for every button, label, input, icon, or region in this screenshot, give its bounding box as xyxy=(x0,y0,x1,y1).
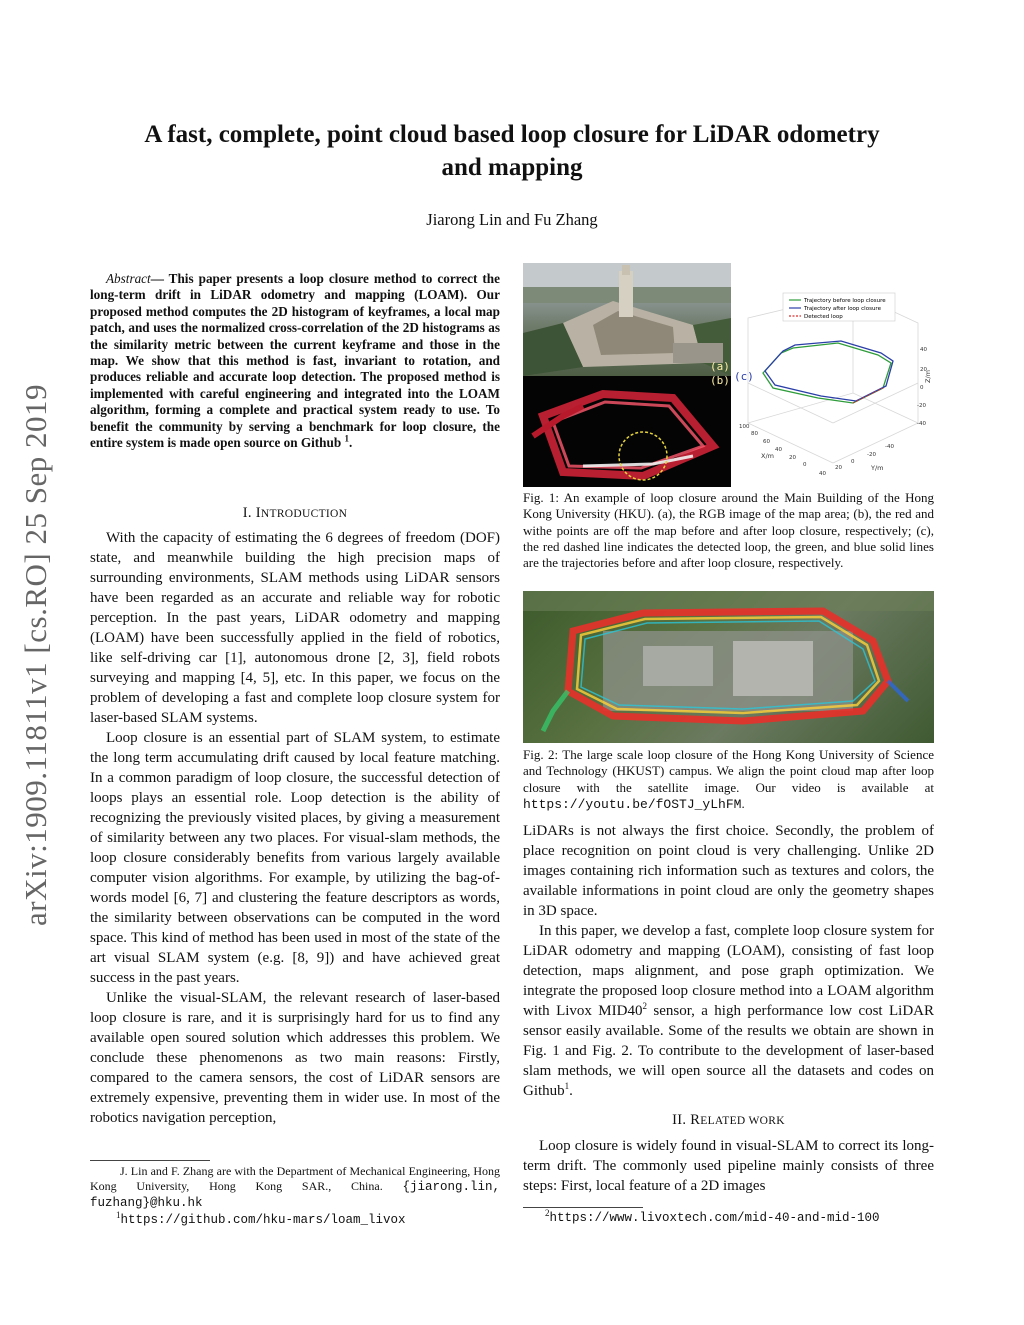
section2-title-rest: ELATED WORK xyxy=(700,1115,785,1127)
paper-title xyxy=(60,118,964,184)
y-tick-40: 40 xyxy=(819,471,826,477)
section2-title-initial: R xyxy=(690,1112,701,1128)
authors: Jiarong Lin and Fu Zhang xyxy=(426,210,598,229)
axis-z-label: Z/m xyxy=(924,370,932,383)
figure1-pointcloud-image xyxy=(523,376,731,487)
figure2-drawing xyxy=(523,591,934,743)
z-tick-20: 20 xyxy=(920,367,927,373)
x-tick-40: 40 xyxy=(775,447,782,453)
intro-paragraph-2: Loop closure is an essential part of SLAM system, to estimate the long term accumulating drift caused by local feature matching. In a common paradigm of loop closure, the successful detection of loops plays an essential role. Loop detection is the ability of recognizing the previously visited places, by giving a measurement of similarity between any two places. For visual-slam methods, the loop closure considerably benefits from various largely available computer vision algorithms. For example, by utilizing the bag-of-words model [6, 7] and clustering the feature descriptors as words, the similarity between observations can be computed in the word space. This kind of method has been used in most of the state of the art visual SLAM system (e.g. [8, 9]) and have achieved great success in the past years. xyxy=(90,730,500,986)
arxiv-sidebar xyxy=(0,355,72,955)
z-tick-m40: -40 xyxy=(917,421,926,427)
figure1-trajectory-plot xyxy=(733,263,934,487)
abstract-text: — This paper presents a loop closure method to correct the long-term drift in LiDAR odometry and mapping (LOAM). Our proposed method computes the 2D histogram of keyframes, a local map patch, and uses the normalized cross-correlation of the 2D histograms as the similarity metric between the current keyframe and those in the map. We show that this method is fast, invariant to rotation, and produces reliable and accurate loop detection. The proposed method is implemented with careful engineering and integrated into the LOAM algorithm, forming a complete and practical system ready to use. To benefit the community by serving a benchmark for loop closure, the entire system is made open source on Github xyxy=(90,271,500,451)
figure2-video-link[interactable]: https://youtu.be/fOSTJ_yLhFM xyxy=(523,796,742,812)
footnote-2-mark: 2 xyxy=(545,1208,550,1218)
intro-paragraph-1: With the capacity of estimating the 6 degrees of freedom (DOF) state, and meanwhile building the high precision maps of surrounding environments, SLAM methods using LiDAR sensors have been regarded as an accurate and reliable way for robotic perception. In the past years, LiDAR odometry and mapping (LOAM) have been successfully applied in the field of robotics, like self-driving car [1], autonomous drone [2, 3], field robots surveying and mapping [4, 5], etc. In this paper, we focus on the problem of developing a fast and complete loop closure system for laser-based SLAM systems. xyxy=(90,530,500,726)
related-work-paragraph-1: Loop closure is widely found in visual-SLAM to correct its long-term drift. The commonly used pipeline mainly consists of three steps: First, local feature of a 2D images xyxy=(523,1138,934,1194)
x-tick-20: 20 xyxy=(789,455,796,461)
author-emails-part-1: {jiarong.lin, xyxy=(402,1180,500,1194)
right-paragraph-2-end: . xyxy=(569,1083,573,1099)
z-tick-40: 40 xyxy=(920,347,927,353)
abstract-label: Abstract xyxy=(106,271,151,286)
z-tick-0: 0 xyxy=(920,385,924,391)
x-tick-0: 0 xyxy=(803,462,807,468)
arxiv-identifier: arXiv:1909.11811v1 [cs.RO] 25 Sep 2019 xyxy=(18,384,53,926)
affiliation-text: J. Lin and F. Zhang are with the Department of Mechanical Engineering, Hong Kong University, Hong Kong SAR., China. xyxy=(90,1164,500,1193)
figure1-label-b: (b) xyxy=(710,376,730,387)
right-column-body xyxy=(523,821,934,1101)
right-paragraph-2a: In this paper, we develop a fast, complete loop closure system for LiDAR odometry and mapping (LOAM), consisting of fast loop detection, maps alignment, and pose graph optimization. We integrate the proposed loop closure method into a LOAM algorithm with Livox MID40 xyxy=(523,923,934,1019)
figure1-label-c: (c) xyxy=(734,370,754,383)
x-tick-60: 60 xyxy=(763,439,770,445)
figure1-rgb-drawing xyxy=(523,263,731,376)
legend-after: Trajectory after loop closure xyxy=(804,306,881,312)
introduction-body xyxy=(90,528,500,1128)
y-tick-m40: -40 xyxy=(885,444,894,450)
related-work-body xyxy=(523,1136,934,1196)
figure1-trajectory-drawing xyxy=(733,263,934,487)
abstract-footnote-mark: 1 xyxy=(344,433,349,444)
figure1-rgb-image xyxy=(523,263,731,376)
title-line-1: A fast, complete, point cloud based loop closure for LiDAR odometry xyxy=(144,121,880,148)
section2-numeral: II. xyxy=(672,1112,687,1128)
figure1-label-a: (a) xyxy=(710,360,730,373)
axis-y-label: Y/m xyxy=(871,464,884,472)
y-tick-0: 0 xyxy=(851,459,855,465)
right-paragraph-2b: sensor, a high performance low cost LiDAR sensor easily available. Some of the results we obtain are shown in Fig. 1 and Fig. 2. To contribute to the development of laser-based slam methods, we will open source all the datasets and codes on Github xyxy=(523,1003,935,1099)
x-tick-80: 80 xyxy=(751,431,758,437)
legend-before: Trajectory before loop closure xyxy=(804,298,886,304)
y-tick-m20: -20 xyxy=(867,452,876,458)
figure2-caption-end: . xyxy=(741,795,745,811)
section-heading-related-work xyxy=(523,1112,934,1129)
intro-paragraph-3: Unlike the visual-SLAM, the relevant research of laser-based loop closure is rare, and it is surprisingly hard for us to find any available open soured solution which addresses this problem. We conclude these phenomenons as two main reasons: Firstly, compared to the camera sensors, the cost of LiDAR sensors are extremely expensive, preventing them in wider use. In most of the robotics navigation perception, xyxy=(90,990,500,1126)
right-paragraph-1: LiDARs is not always the first choice. Secondly, the problem of place recognition on point cloud is very challenging. Unlike 2D images containing rich information such as textures and colors, the available informations in point cloud are only the geometry shapes in 3D space. xyxy=(523,823,934,919)
section1-title-initial: I xyxy=(255,505,261,521)
footnote-affiliation xyxy=(90,1164,500,1211)
figure2-caption-text: Fig. 2: The large scale loop closure of the Hong Kong University of Science and Technology (HKUST) campus. We align the point cloud map after loop closure with the satellite image. Our video is available at xyxy=(523,747,934,795)
axis-x-label: X/m xyxy=(761,452,774,460)
section-heading-introduction xyxy=(90,505,500,522)
z-tick-m20: -20 xyxy=(917,403,926,409)
footnote-1-ref: 1 xyxy=(564,1081,570,1091)
figure1-pointcloud-drawing xyxy=(523,376,731,487)
footnote-1-url[interactable]: https://github.com/hku-mars/loam_livox xyxy=(120,1213,406,1227)
footnote-2 xyxy=(545,1210,880,1226)
footnote-1 xyxy=(116,1212,406,1228)
right-paragraph-2 xyxy=(523,921,934,1101)
abstract-end: . xyxy=(348,435,353,451)
footnote-2-url[interactable]: https://www.livoxtech.com/mid-40-and-mid-100 xyxy=(549,1211,880,1225)
figure1-caption: Fig. 1: An example of loop closure around the Main Building of the Hong Kong University (HKU). (a), the RGB image of the map area; (b), the red and withe points are off the map before and after loop closure, respectively; (c), the red dashed line indicates the detected loop, the green, and blue solid lines are the trajectories before and after loop closure, respectively. xyxy=(523,490,934,571)
figure2-caption xyxy=(523,747,934,813)
y-tick-20: 20 xyxy=(835,465,842,471)
x-tick-100: 100 xyxy=(739,424,750,430)
footnote-rule xyxy=(90,1160,210,1161)
abstract xyxy=(90,271,500,451)
section1-numeral: I. xyxy=(242,505,252,521)
section1-title-rest: NTRODUCTION xyxy=(260,508,348,520)
footnote-rule-right xyxy=(523,1207,643,1208)
footnote-2-ref: 2 xyxy=(642,1001,647,1011)
footnote-1-mark: 1 xyxy=(116,1210,121,1220)
figure2-campus-map xyxy=(523,591,934,743)
legend-detected: Detected loop xyxy=(804,314,843,320)
author-emails-part-2: fuzhang}@hku.hk xyxy=(90,1196,203,1210)
title-line-2: and mapping xyxy=(441,154,583,181)
